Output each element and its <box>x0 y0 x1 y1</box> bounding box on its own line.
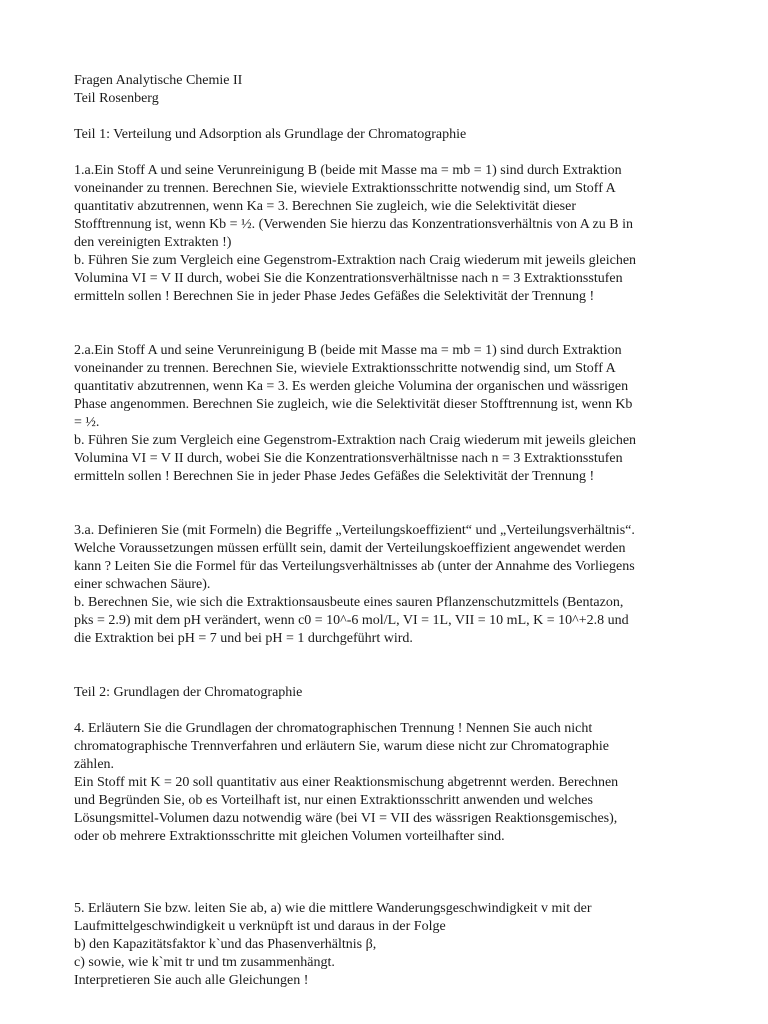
question-line: quantitativ abzutrennen, wenn Ka = 3. Es werden gleiche Volumina der organischen und wässrigen <box>74 379 629 394</box>
question-line: Volumina VI = V II durch, wobei Sie die Konzentrationsverhältnisse nach n = 3 Extraktionsstufen <box>74 451 623 466</box>
question-line: 3.a. Definieren Sie (mit Formeln) die Begriffe „Verteilungskoeffizient“ und „Verteilungsverhältnis“. <box>74 523 635 538</box>
question-line: b. Führen Sie zum Vergleich eine Gegenstrom-Extraktion nach Craig wiederum mit jeweils gleichen <box>74 433 637 448</box>
question-line: c) sowie, wie k`mit tr und tm zusammenhängt. <box>74 955 335 970</box>
document-page <box>74 72 714 990</box>
question-line: voneinander zu trennen. Berechnen Sie, wieviele Extraktionsschritte notwendig sind, um Stoff A <box>74 361 616 376</box>
question-line: Phase angenommen. Berechnen Sie zugleich, wie die Selektivität dieser Stofftrennung ist, wenn Kb <box>74 397 633 412</box>
question-line: und Begründen Sie, ob es Vorteilhaft ist, nur einen Extraktionsschritt anwenden und welches <box>74 793 593 808</box>
question-line: ermitteln sollen ! Berechnen Sie in jeder Phase Jedes Gefäßes die Selektivität der Trennung ! <box>74 289 595 304</box>
question-line: 2.a.Ein Stoff A und seine Verunreinigung B (beide mit Masse ma = mb = 1) sind durch Extraktion <box>74 343 622 358</box>
question-line: chromatographische Trennverfahren und erläutern Sie, warum diese nicht zur Chromatographie <box>74 739 609 754</box>
document-subtitle: Teil Rosenberg <box>74 91 159 106</box>
question-line: = ½. <box>74 415 100 430</box>
question-line: 4. Erläutern Sie die Grundlagen der chromatographischen Trennung ! Nennen Sie auch nicht <box>74 721 593 736</box>
question-line: Lösungsmittel-Volumen dazu notwendig wäre (bei VI = VII des wässrigen Reaktionsgemisches), <box>74 811 618 826</box>
question-line: ermitteln sollen ! Berechnen Sie in jeder Phase Jedes Gefäßes die Selektivität der Trennung ! <box>74 469 595 484</box>
question-line: b) den Kapazitätsfaktor k`und das Phasenverhältnis β, <box>74 937 377 952</box>
question-line: Laufmittelgeschwindigkeit u verknüpft ist und daraus in der Folge <box>74 919 446 934</box>
question-2 <box>74 342 714 486</box>
question-line: 5. Erläutern Sie bzw. leiten Sie ab, a) wie die mittlere Wanderungsgeschwindigkeit v mit der <box>74 901 592 916</box>
question-line: Volumina VI = V II durch, wobei Sie die Konzentrationsverhältnisse nach n = 3 Extraktionsstufen <box>74 271 623 286</box>
section-heading-teil2: Teil 2: Grundlagen der Chromatographie <box>74 685 303 700</box>
question-line: 1.a.Ein Stoff A und seine Verunreinigung B (beide mit Masse ma = mb = 1) sind durch Extraktion <box>74 163 622 178</box>
question-line: Welche Voraussetzungen müssen erfüllt sein, damit der Verteilungskoeffizient angewendet werden <box>74 541 626 556</box>
question-line: Stofftrennung ist, wenn Kb = ½. (Verwenden Sie hierzu das Konzentrationsverhältnis von A zu B in <box>74 217 633 232</box>
question-line: b. Führen Sie zum Vergleich eine Gegenstrom-Extraktion nach Craig wiederum mit jeweils gleichen <box>74 253 637 268</box>
question-5 <box>74 900 714 990</box>
question-line: voneinander zu trennen. Berechnen Sie, wieviele Extraktionsschritte notwendig sind, um Stoff A <box>74 181 616 196</box>
question-line: oder ob mehrere Extraktionsschritte mit gleichen Volumen vorteilhafter sind. <box>74 829 505 844</box>
question-line: zählen. <box>74 757 115 772</box>
question-3 <box>74 522 714 648</box>
question-1 <box>74 162 714 306</box>
question-line: pks = 2.9) mit dem pH verändert, wenn c0 = 10^-6 mol/L, VI = 1L, VII = 10 mL, K = 10^+2.8 und <box>74 613 629 628</box>
question-line: Interpretieren Sie auch alle Gleichungen ! <box>74 973 309 988</box>
question-line: Ein Stoff mit K = 20 soll quantitativ aus einer Reaktionsmischung abgetrennt werden. Berechnen <box>74 775 619 790</box>
document-title: Fragen Analytische Chemie II <box>74 73 243 88</box>
question-line: einer schwachen Säure). <box>74 577 211 592</box>
section-heading-teil1: Teil 1: Verteilung und Adsorption als Grundlage der Chromatographie <box>74 127 467 142</box>
question-line: kann ? Leiten Sie die Formel für das Verteilungsverhältnisses ab (unter der Annahme des Vorliegens <box>74 559 635 574</box>
question-line: b. Berechnen Sie, wie sich die Extraktionsausbeute eines sauren Pflanzenschutzmittels (Bentazon, <box>74 595 624 610</box>
question-line: quantitativ abzutrennen, wenn Ka = 3. Berechnen Sie zugleich, wie die Selektivität dieser <box>74 199 577 214</box>
question-line: den vereinigten Extrakten !) <box>74 235 232 250</box>
question-line: die Extraktion bei pH = 7 und bei pH = 1 durchgeführt wird. <box>74 631 413 646</box>
question-4 <box>74 720 714 846</box>
